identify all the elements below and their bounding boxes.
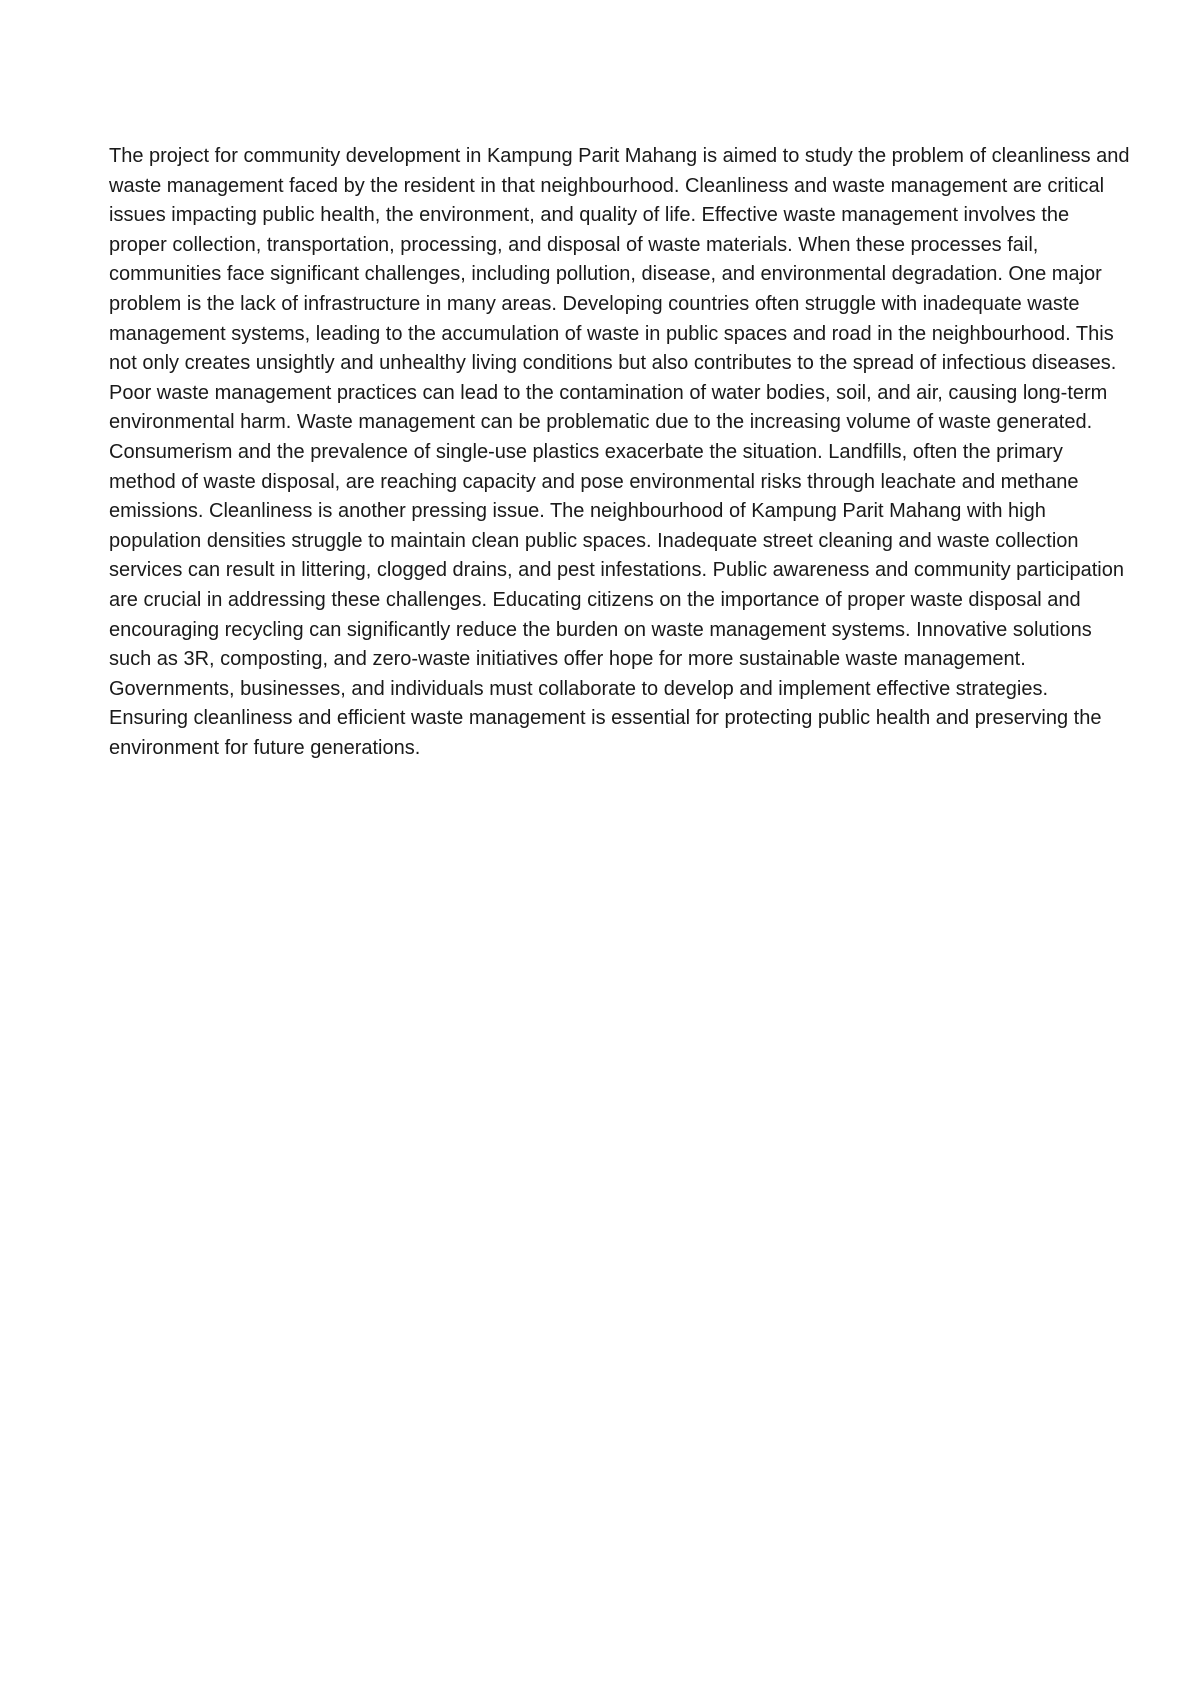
body-paragraph: The project for community development in Kampung Parit Mahang is aimed to study the problem of cleanliness and waste management faced by the resident in that neighbourhood. Cleanliness and waste management are critical issues impacting public health, the environment, and quality of life. Effective waste management involves the proper collection, transportation, processing, and disposal of waste materials. When these processes fail, communities face significant challenges, including pollution, disease, and environmental degradation. One major problem is the lack of infrastructure in many areas. Developing countries often struggle with inadequate waste management systems, leading to the accumulation of waste in public spaces and road in the neighbourhood. This not only creates unsightly and unhealthy living conditions but also contributes to the spread of infectious diseases. Poor waste management practices can lead to the contamination of water bodies, soil, and air, causing long-term environmental harm. Waste management can be problematic due to the increasing volume of waste generated. Consumerism and the prevalence of single-use plastics exacerbate the situation. Landfills, often the primary method of waste disposal, are reaching capacity and pose environmental risks through leachate and methane emissions. Cleanliness is another pressing issue. The neighbourhood of Kampung Parit Mahang with high population densities struggle to maintain clean public spaces. Inadequate street cleaning and waste collection services can result in littering, clogged drains, and pest infestations. Public awareness and community participation are crucial in addressing these challenges. Educating citizens on the importance of proper waste disposal and encouraging recycling can significantly reduce the burden on waste management systems. Innovative solutions such as 3R, composting, and zero-waste initiatives offer hope for more sustainable waste management. Governments, businesses, and individuals must collaborate to develop and implement effective strategies. Ensuring cleanliness and efficient waste management is essential for protecting public health and preserving the environment for future generations. [109, 145, 1130, 759]
